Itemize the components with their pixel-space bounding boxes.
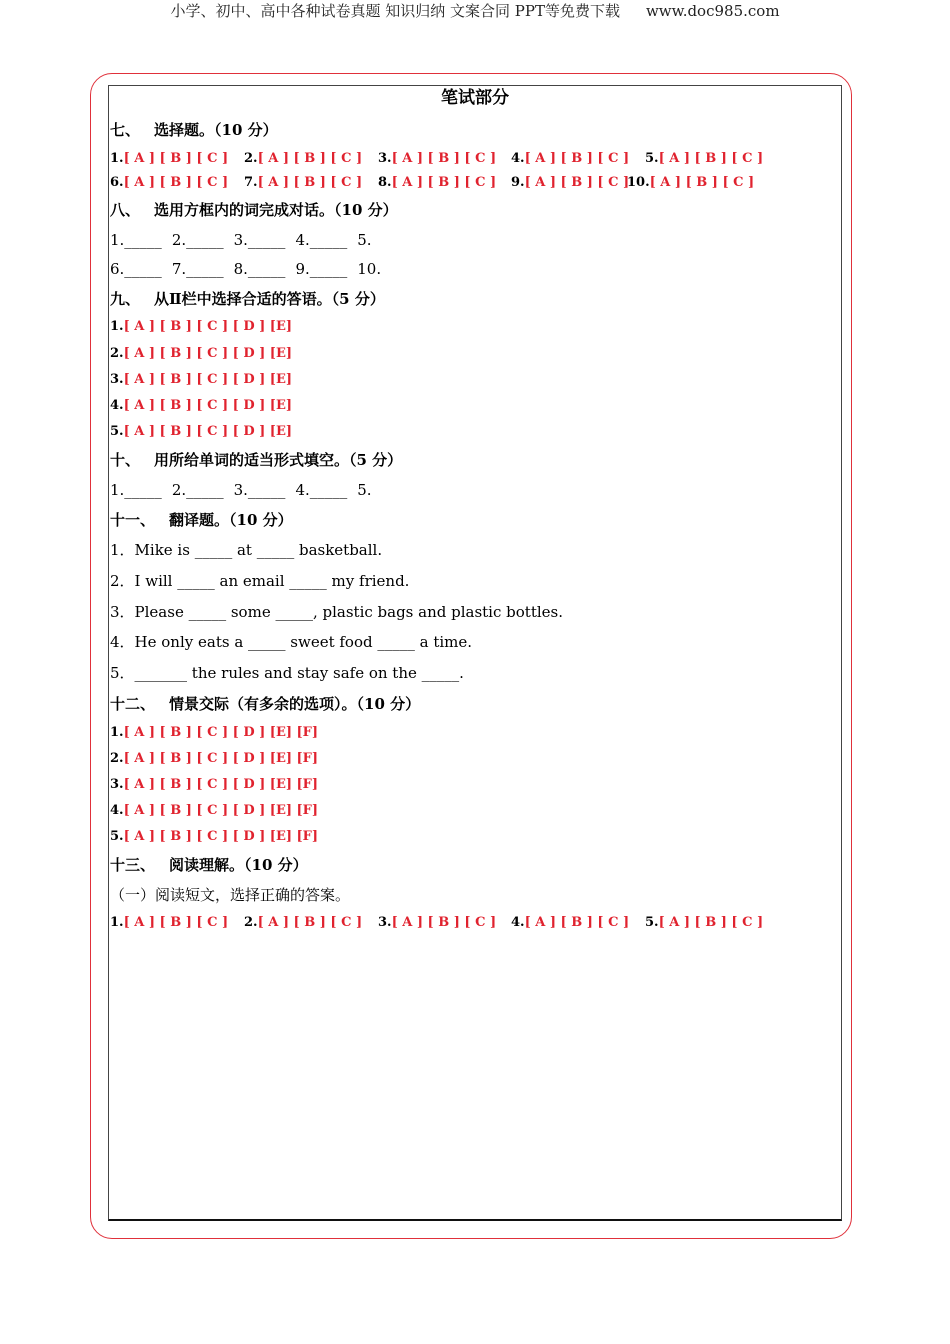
s7-q4[interactable]: 4.[ A ] [ B ] [ C ] (511, 151, 630, 166)
s13-q5[interactable]: 5.[ A ] [ B ] [ C ] (645, 915, 764, 930)
section-13-heading: 十三、 阅读理解。（10 分） (110, 856, 308, 874)
s13-q4[interactable]: 4.[ A ] [ B ] [ C ] (511, 915, 630, 930)
s10-blanks-row (110, 480, 382, 500)
s8-blank-8[interactable]: 8._____ (233, 260, 286, 278)
section-11-heading: 十一、 翻译题。（10 分） (110, 511, 293, 529)
s13-subheading: （一）阅读短文，选择正确的答案。 (110, 886, 351, 904)
s10-blank-3[interactable]: 3._____ (233, 481, 286, 499)
s11-sentence-4[interactable]: 4．He only eats a _____ sweet food _____ a time. (110, 633, 473, 651)
s8-blank-10[interactable]: 10. (357, 260, 382, 278)
s12-q2[interactable]: 2.[ A ] [ B ] [ C ] [ D ] [E] [F] (110, 751, 319, 766)
s7-q2[interactable]: 2.[ A ] [ B ] [ C ] (244, 151, 363, 166)
header-url[interactable]: www.doc985.com (645, 2, 780, 20)
section-8-heading: 八、 选用方框内的词完成对话。（10 分） (110, 201, 398, 219)
s8-blank-9[interactable]: 9._____ (295, 260, 348, 278)
s13-q2[interactable]: 2.[ A ] [ B ] [ C ] (244, 915, 363, 930)
s8-blank-7[interactable]: 7._____ (171, 260, 224, 278)
s10-blank-2[interactable]: 2._____ (171, 481, 224, 499)
s9-row-3 (110, 371, 810, 389)
s12-q3[interactable]: 3.[ A ] [ B ] [ C ] [ D ] [E] [F] (110, 777, 319, 792)
s13-q3[interactable]: 3.[ A ] [ B ] [ C ] (378, 915, 497, 930)
s10-blank-4[interactable]: 4._____ (295, 481, 348, 499)
s8-blank-3[interactable]: 3._____ (233, 231, 286, 249)
s12-row-1 (110, 724, 810, 742)
s12-row-5 (110, 828, 810, 846)
s13-q1[interactable]: 1.[ A ] [ B ] [ C ] (110, 915, 229, 930)
s11-sentence-2[interactable]: 2．I will _____ an email _____ my friend. (110, 572, 410, 590)
s12-row-3 (110, 776, 810, 794)
s7-row-1 (110, 150, 810, 168)
s7-row-2 (110, 174, 810, 192)
s9-row-5 (110, 423, 810, 441)
s12-q5[interactable]: 5.[ A ] [ B ] [ C ] [ D ] [E] [F] (110, 829, 319, 844)
s7-q6[interactable]: 6.[ A ] [ B ] [ C ] (110, 175, 229, 190)
s9-q1[interactable]: 1.[ A ] [ B ] [ C ] [ D ] [E] (110, 319, 293, 334)
s9-row-2 (110, 345, 810, 363)
s9-row-1 (110, 318, 810, 336)
s12-row-2 (110, 750, 810, 768)
s7-q1[interactable]: 1.[ A ] [ B ] [ C ] (110, 151, 229, 166)
sheet-title: 笔试部分 (441, 88, 509, 108)
s9-q3[interactable]: 3.[ A ] [ B ] [ C ] [ D ] [E] (110, 372, 293, 387)
s8-blank-6[interactable]: 6._____ (110, 260, 162, 278)
s7-q8[interactable]: 8.[ A ] [ B ] [ C ] (378, 175, 497, 190)
header-text: 小学、初中、高中各种试卷真题 知识归纳 文案合同 PPT等免费下载 (170, 2, 620, 20)
s8-blanks-row-1 (110, 230, 382, 250)
section-7-heading: 七、 选择题。（10 分） (110, 121, 278, 139)
s8-blank-5[interactable]: 5. (357, 231, 372, 249)
s12-q1[interactable]: 1.[ A ] [ B ] [ C ] [ D ] [E] [F] (110, 725, 319, 740)
s8-blank-2[interactable]: 2._____ (171, 231, 224, 249)
s8-blank-4[interactable]: 4._____ (295, 231, 348, 249)
s7-q5[interactable]: 5.[ A ] [ B ] [ C ] (645, 151, 764, 166)
answer-sheet-box (108, 85, 842, 1221)
s8-blank-1[interactable]: 1._____ (110, 231, 162, 249)
s12-row-4 (110, 802, 810, 820)
s11-sentence-3[interactable]: 3．Please _____ some _____, plastic bags and plastic bottles. (110, 603, 563, 621)
s8-blanks-row-2 (110, 259, 391, 279)
s11-sentence-5[interactable]: 5．_______ the rules and stay safe on the _____. (110, 664, 464, 682)
s13-row-1 (110, 914, 810, 932)
section-10-heading: 十、 用所给单词的适当形式填空。（5 分） (110, 451, 403, 469)
s9-q2[interactable]: 2.[ A ] [ B ] [ C ] [ D ] [E] (110, 346, 293, 361)
s11-sentence-1[interactable]: 1．Mike is _____ at _____ basketball. (110, 541, 383, 559)
section-12-heading: 十二、 情景交际（有多余的选项）。（10 分） (110, 695, 421, 713)
s7-q3[interactable]: 3.[ A ] [ B ] [ C ] (378, 151, 497, 166)
s12-q4[interactable]: 4.[ A ] [ B ] [ C ] [ D ] [E] [F] (110, 803, 319, 818)
s7-q7[interactable]: 7.[ A ] [ B ] [ C ] (244, 175, 363, 190)
s7-q10[interactable]: 10.[ A ] [ B ] [ C ] (627, 175, 755, 190)
section-9-heading: 九、 从Ⅱ栏中选择合适的答语。（5 分） (110, 290, 385, 308)
s10-blank-5[interactable]: 5. (357, 481, 372, 499)
s10-blank-1[interactable]: 1._____ (110, 481, 162, 499)
page-header (0, 0, 950, 22)
s9-row-4 (110, 397, 810, 415)
s9-q5[interactable]: 5.[ A ] [ B ] [ C ] [ D ] [E] (110, 424, 293, 439)
s7-q9[interactable]: 9.[ A ] [ B ] [ C ] (511, 175, 630, 190)
s9-q4[interactable]: 4.[ A ] [ B ] [ C ] [ D ] [E] (110, 398, 293, 413)
